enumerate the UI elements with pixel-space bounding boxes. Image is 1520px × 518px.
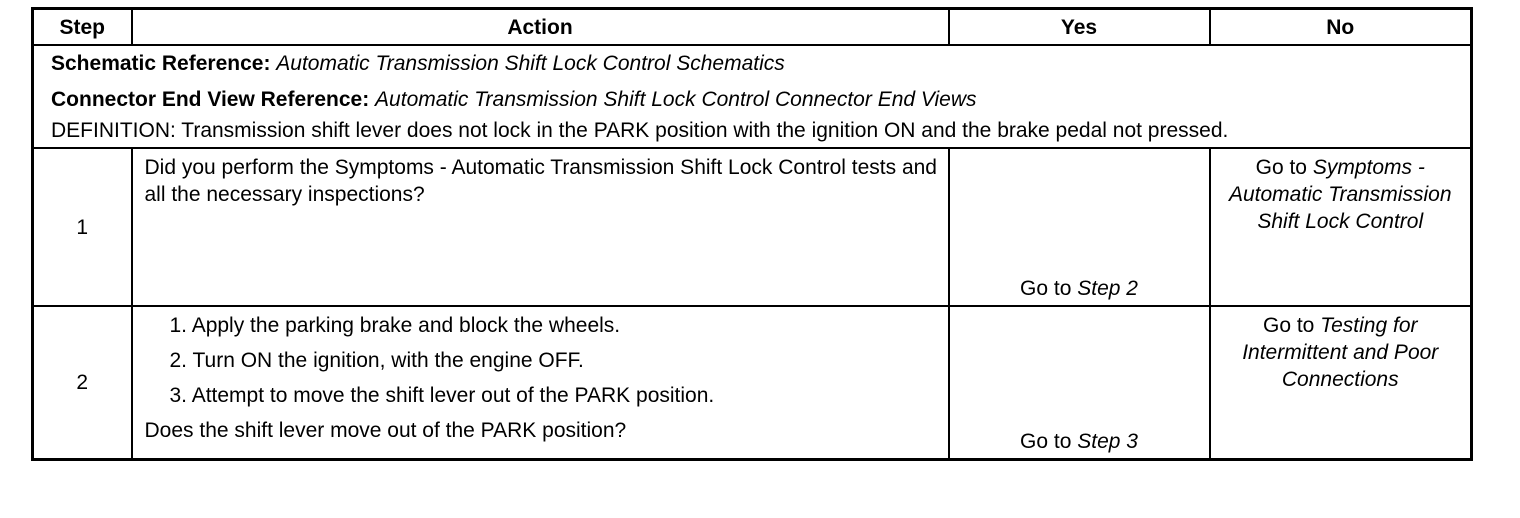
no-link[interactable]: Testing for Intermittent and Poor Connections xyxy=(1242,314,1439,391)
step-question: Did you perform the Symptoms - Automatic Transmission Shift Lock Control tests and all the necessary inspections? xyxy=(144,156,937,206)
no-cell xyxy=(1210,306,1472,460)
step-question: Does the shift lever move out of the PARK position? xyxy=(144,419,627,442)
yes-cell xyxy=(949,148,1210,306)
reference-row xyxy=(33,45,1472,148)
header-action: Action xyxy=(132,9,949,46)
substep-item: 1. Apply the parking brake and block the wheels. xyxy=(169,314,621,337)
diagnostic-table xyxy=(31,7,1473,461)
no-link[interactable]: Symptoms - Automatic Transmission Shift Lock Control xyxy=(1228,156,1452,233)
step-row xyxy=(33,306,1472,460)
substep-list xyxy=(145,312,938,409)
connector-reference xyxy=(51,86,1470,113)
header-no: No xyxy=(1210,9,1472,46)
yes-cell xyxy=(949,306,1210,460)
step-row xyxy=(33,148,1472,306)
action-cell xyxy=(132,306,949,460)
connector-reference-link[interactable]: Automatic Transmission Shift Lock Control Connector End Views xyxy=(375,88,977,111)
action-cell xyxy=(132,148,949,306)
schematic-reference-link[interactable]: Automatic Transmission Shift Lock Control Schematics xyxy=(276,52,785,75)
header-step: Step xyxy=(33,9,132,46)
reference-cell xyxy=(33,45,1472,148)
schematic-reference-label: Schematic Reference: xyxy=(51,52,271,75)
yes-prefix: Go to xyxy=(1020,430,1072,453)
step-number: 2 xyxy=(33,306,132,460)
connector-reference-label: Connector End View Reference: xyxy=(51,88,370,111)
yes-link[interactable]: Step 2 xyxy=(1077,277,1138,300)
substep-item: 2. Turn ON the ignition, with the engine OFF. xyxy=(169,349,584,372)
definition-text: DEFINITION: Transmission shift lever does not lock in the PARK position with the ignition ON and the brake pedal not pressed. xyxy=(51,119,1229,142)
header-row xyxy=(33,9,1472,46)
yes-link[interactable]: Step 3 xyxy=(1077,430,1138,453)
no-prefix: Go to xyxy=(1255,156,1307,179)
no-prefix: Go to xyxy=(1263,314,1315,337)
schematic-reference xyxy=(51,50,1470,77)
step-number: 1 xyxy=(33,148,132,306)
yes-prefix: Go to xyxy=(1020,277,1072,300)
header-yes: Yes xyxy=(949,9,1210,46)
substep-item: 3. Attempt to move the shift lever out of the PARK position. xyxy=(169,384,715,407)
no-cell xyxy=(1210,148,1472,306)
